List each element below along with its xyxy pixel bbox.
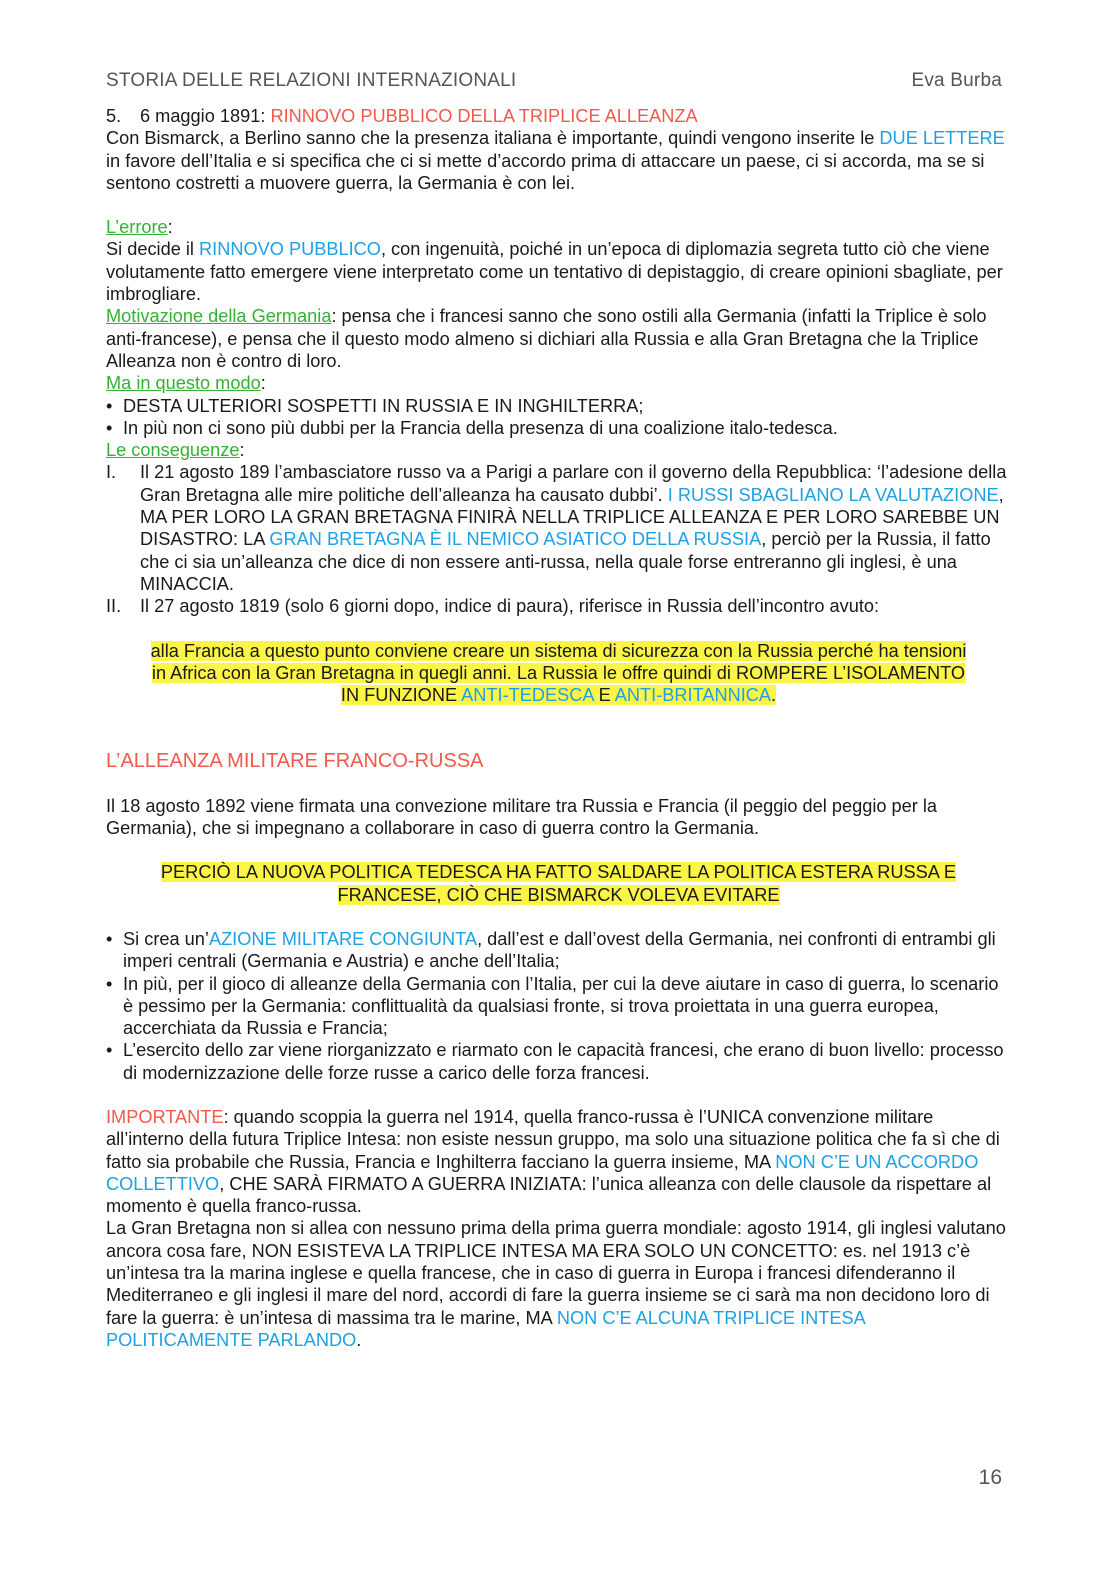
text-run: in favore dell’Italia e si specifica che ci si mette d’accordo prima di attaccare un paese, ci si accorda, ma se si sentono costretti a muovere guerra, la Germania è con lei. bbox=[106, 150, 985, 193]
list-item bbox=[106, 928, 1011, 973]
text-run: : quando scoppia la guerra nel 1914, quella franco-russa è l’UNICA convenzione militare all’interno della futura Triplice Intesa: non esiste nessun gruppo, ma solo una situazione politica che fa sì che di fatto sia probabile che Russia, Francia e Inghilterra facciano la guerra insieme, MA bbox=[106, 1106, 1000, 1172]
text-run-blue: ANTI-TEDESCA bbox=[461, 685, 594, 706]
text-run-blue: AZIONE MILITARE CONGIUNTA bbox=[208, 928, 478, 949]
bullet-list bbox=[106, 928, 1011, 1084]
header-course-title: STORIA DELLE RELAZIONI INTERNAZIONALI bbox=[106, 70, 517, 91]
text-run-blue: I RUSSI SBAGLIANO LA VALUTAZIONE bbox=[667, 484, 999, 505]
header-author: Eva Burba bbox=[911, 70, 1002, 91]
text-run-blue: GRAN BRETAGNA È IL NEMICO ASIATICO DELLA RUSSIA bbox=[269, 529, 762, 550]
text-run: . bbox=[356, 1329, 362, 1350]
item-title: RINNOVO PUBBLICO DELLA TRIPLICE ALLEANZA bbox=[270, 106, 698, 126]
list-item: • In più non ci sono più dubbi per la Francia della presenza di una coalizione italo-tedesca. bbox=[106, 417, 1011, 439]
text-run: : bbox=[260, 373, 266, 394]
text-run: alla Francia a questo punto conviene creare un sistema di sicurezza con la Russia perché ha tensioni in Africa con la Gran Bretagna in quegli anni. La Russia le offre quindi di ROMPERE L’ISOLAMENTO IN FUNZIONE bbox=[150, 640, 967, 706]
paragraph bbox=[106, 1217, 1011, 1351]
subheading-motivazione: Motivazione della Germania bbox=[106, 306, 332, 327]
highlighted-text: PERCIÒ LA NUOVA POLITICA TEDESCA HA FATTO SALDARE LA POLITICA ESTERA RUSSA E FRANCESE, CIÒ CHE BISMARCK VOLEVA EVITARE bbox=[160, 862, 957, 905]
text-run: Il 27 agosto 1819 (solo 6 giorni dopo, indice di paura), riferisce in Russia dell’incontro avuto: bbox=[140, 596, 880, 617]
text-run: E bbox=[593, 685, 615, 706]
text-run: : bbox=[167, 217, 173, 238]
text-run-blue: RINNOVO PUBBLICO bbox=[199, 239, 381, 260]
text-run: Si crea un’ bbox=[123, 928, 209, 949]
text-run-blue: NON C’E UN ACCORDO COLLETTIVO bbox=[106, 1151, 979, 1194]
text-run-blue: NON C’E ALCUNA TRIPLICE INTESA POLITICAMENTE PARLANDO bbox=[106, 1307, 865, 1350]
list-item bbox=[106, 461, 1011, 595]
item-number: 5. bbox=[106, 106, 122, 126]
highlight-box-francia bbox=[106, 640, 1011, 707]
ma-label-line bbox=[106, 372, 1011, 394]
text-run-blue: ANTI-BRITANNICA bbox=[614, 685, 772, 706]
text-run: Con Bismarck, a Berlino sanno che la presenza italiana è importante, quindi vengono inserite le bbox=[106, 128, 880, 149]
text-run: Si decide il bbox=[106, 239, 200, 260]
page-number: 16 bbox=[978, 1466, 1002, 1489]
highlighted-text bbox=[151, 641, 967, 706]
text-run-blue: DUE LETTERE bbox=[879, 128, 1005, 149]
list-item: • L’esercito dello zar viene riorganizzato e riarmato con le capacità francesi, che erano di buon livello: processo di modernizzazione delle forze russe a carico delle forza francesi. bbox=[106, 1039, 1011, 1084]
section-heading: L’ALLEANZA MILITARE FRANCO-RUSSA bbox=[106, 750, 484, 773]
list-numeral: I. bbox=[106, 462, 117, 483]
text-run: , MA PER LORO LA GRAN BRETAGNA FINIRÀ NELLA TRIPLICE ALLEANZA E PER LORO SAREBBE UN DISASTRO: LA bbox=[140, 484, 1004, 550]
section-5-heading bbox=[106, 105, 1011, 127]
page-body bbox=[106, 105, 1011, 1351]
text-run: , perciò per la Russia, il fatto che ci sia un’alleanza che dice di non essere anti-russa, nella quale forse entreranno gli inglesi, è una MINACCIA. bbox=[140, 529, 991, 594]
subheading-conseguenze: Le conseguenze bbox=[106, 440, 240, 461]
paragraph bbox=[106, 127, 1011, 194]
highlight-box-politica bbox=[106, 861, 1011, 906]
paragraph: Il 18 agosto 1892 viene firmata una convezione militare tra Russia e Francia (il peggio del peggio per la Germania), che si impegnano a collaborare in caso di guerra contro la Germania. bbox=[106, 795, 938, 839]
list-item: • DESTA ULTERIORI SOSPETTI IN RUSSIA E IN INGHILTERRA; bbox=[106, 395, 1011, 417]
subheading-errore: L’errore bbox=[106, 217, 168, 238]
text-run: , CHE SARÀ FIRMATO A GUERRA INIZIATA: l’unica alleanza con delle clausole da rispettare al momento è quella franco-russa. bbox=[106, 1173, 992, 1217]
text-run: , con ingenuità, poiché in un’epoca di diplomazia segreta tutto ciò che viene volutamente fatto emergere viene interpretato come un tentativo di depistaggio, di creare opinioni sbagliate, per imbrogliare. bbox=[106, 239, 1003, 305]
text-run: : bbox=[239, 440, 245, 461]
text-run: Il 21 agosto 189 l’ambasciatore russo va a Parigi a parlare con il governo della Repubblica: ‘l’adesione della Gran Bretagna alle mire politiche dell’alleanza ha causato dubbi’. bbox=[140, 462, 1007, 505]
text-run: La Gran Bretagna non si allea con nessuno prima della prima guerra mondiale: agosto 1914, gli inglesi valutano ancora cosa fare, NON ESISTEVA LA TRIPLICE INTESA MA ERA SOLO UN CONCETTO: es. nel 1913 c’è un’intesa tra la marina inglese e quella francese, che in caso di guerra in Europa i francesi difenderanno il Mediterraneo e gli inglesi il mare del nord, accordi di fare la guerra insieme se ci sarà ma non decidono loro di fare la guerra: è un’intesa di massima tra le marine, MA bbox=[106, 1218, 1006, 1328]
roman-list bbox=[106, 461, 1011, 617]
paragraph-importante bbox=[106, 1106, 1011, 1217]
text-run: . bbox=[771, 685, 777, 706]
text-run: , dall’est e dall’ovest della Germania, nei confronti di entrambi gli imperi centrali (Germania e Austria) e anche dell’Italia; bbox=[123, 928, 996, 972]
item-date: 6 maggio 1891: bbox=[140, 106, 271, 126]
list-item: • In più, per il gioco di alleanze della Germania con l’Italia, per cui la deve aiutare in caso di guerra, lo scenario è pessimo per la Germania: conflittualità da qualsiasi fronte, si trova proiettata in una guerra europea, accerchiata da Russia e Francia; bbox=[106, 973, 1011, 1040]
conseguenze-label-line bbox=[106, 439, 1011, 461]
paragraph bbox=[106, 305, 1011, 372]
list-numeral: II. bbox=[106, 596, 122, 617]
paragraph bbox=[106, 238, 1011, 305]
bullet-list bbox=[106, 395, 1011, 440]
importante-label: IMPORTANTE bbox=[106, 1106, 224, 1127]
errore-label-line bbox=[106, 216, 1011, 238]
text-run: : pensa che i francesi sanno che sono ostili alla Germania (infatti la Triplice è solo anti-francese), e pensa che il questo modo almeno si dichiari alla Russia e alla Gran Bretagna che la Triplice Alleanza non è contro di loro. bbox=[106, 306, 987, 371]
list-item bbox=[106, 595, 1011, 617]
subheading-ma: Ma in questo modo bbox=[106, 373, 261, 394]
